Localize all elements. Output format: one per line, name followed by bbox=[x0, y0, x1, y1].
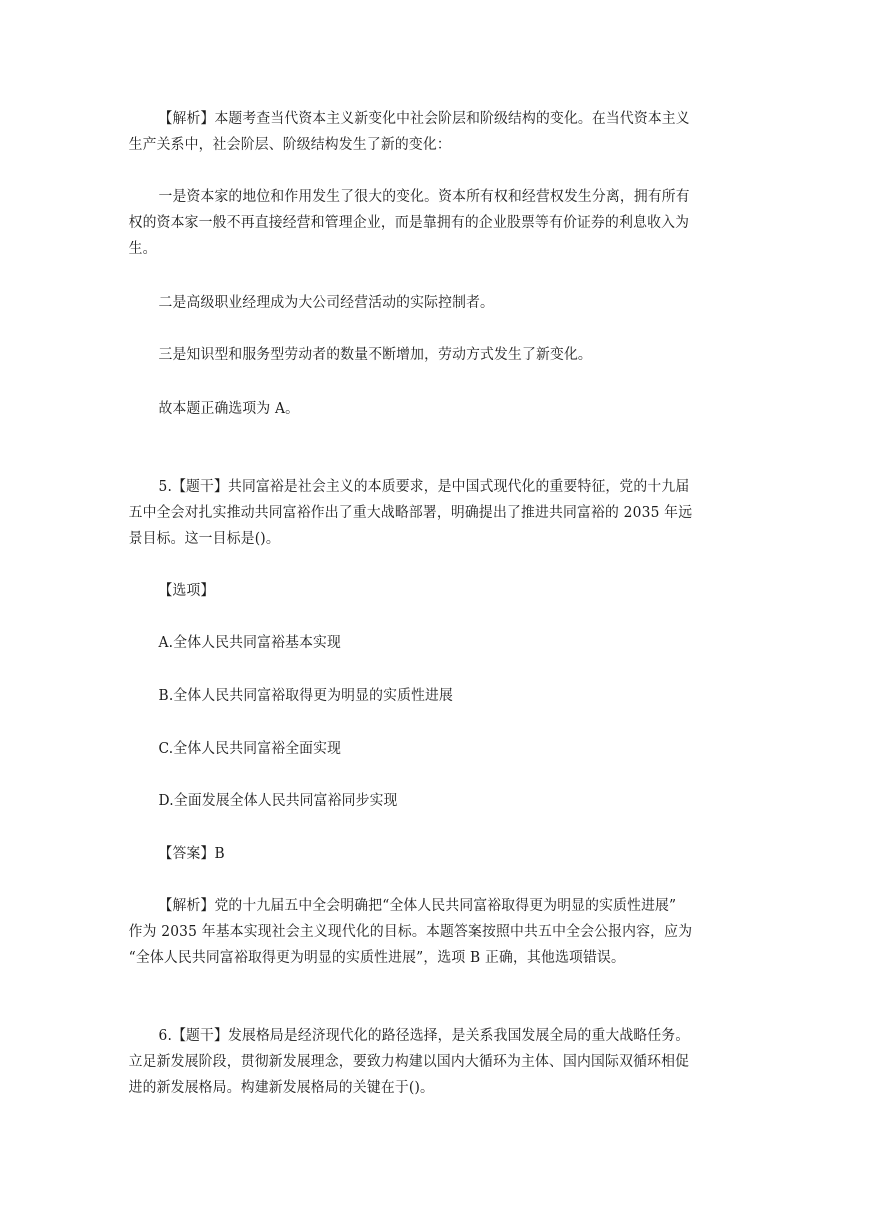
text-line: 一是资本家的地位和作用发生了很大的变化。资本所有权和经营权发生分离，拥有所有 bbox=[158, 189, 690, 205]
analysis-paragraph-q5 bbox=[130, 893, 742, 971]
text-line: 权的资本家一般不再直接经营和管理企业，而是靠拥有的企业股票等有价证券的利息收入为 bbox=[128, 215, 690, 231]
text-line: A.全体人民共同富裕基本实现 bbox=[158, 635, 342, 651]
text-line: 生产关系中，社会阶层、阶级结构发生了新的变化： bbox=[128, 137, 451, 153]
option-d bbox=[130, 788, 742, 814]
text-line: 五中全会对扎实推动共同富裕作出了重大战略部署，明确提出了推进共同富裕的 2035 年远 bbox=[128, 505, 693, 521]
question-6-stem bbox=[130, 1023, 742, 1101]
option-a bbox=[130, 630, 742, 656]
text-line: 故本题正确选项为 A。 bbox=[158, 401, 300, 417]
text-line: 进的新发展格局。构建新发展格局的关键在于()。 bbox=[128, 1080, 435, 1096]
text-line: 5.【题干】共同富裕是社会主义的本质要求，是中国式现代化的重要特征，党的十九届 bbox=[158, 479, 690, 495]
text-line: D.全面发展全体人民共同富裕同步实现 bbox=[158, 793, 398, 809]
text-line: “全体人民共同富裕取得更为明显的实质性进展”，选项 B 正确，其他选项错误。 bbox=[128, 950, 626, 966]
conclusion-paragraph-q4 bbox=[130, 396, 742, 422]
text-line: 生。 bbox=[128, 241, 157, 257]
text-line: 立足新发展阶段，贯彻新发展理念，要致力构建以国内大循环为主体、国内国际双循环相促 bbox=[128, 1054, 690, 1070]
text-line: 三是知识型和服务型劳动者的数量不断增加，劳动方式发生了新变化。 bbox=[158, 347, 592, 363]
answer-q5 bbox=[130, 841, 742, 867]
question-5-stem bbox=[130, 474, 742, 552]
text-line: 二是高级职业经理成为大公司经营活动的实际控制者。 bbox=[158, 295, 495, 311]
text-line: 【解析】党的十九届五中全会明确把“全体人民共同富裕取得更为明显的实质性进展” bbox=[158, 898, 677, 914]
text-line: 景目标。这一目标是()。 bbox=[128, 531, 280, 547]
analysis-paragraph-q4 bbox=[130, 106, 742, 158]
text-line: B.全体人民共同富裕取得更为明显的实质性进展 bbox=[158, 688, 454, 704]
text-line: 【选项】 bbox=[158, 583, 215, 599]
text-line: 6.【题干】发展格局是经济现代化的路径选择，是关系我国发展全局的重大战略任务。 bbox=[158, 1028, 690, 1044]
text-line: 【解析】本题考查当代资本主义新变化中社会阶层和阶级结构的变化。在当代资本主义 bbox=[158, 111, 690, 127]
point-two-paragraph bbox=[130, 290, 742, 316]
text-line: 【答案】B bbox=[158, 846, 225, 862]
text-line: 作为 2035 年基本实现社会主义现代化的目标。本题答案按照中共五中全会公报内容，应为 bbox=[128, 924, 693, 940]
point-one-paragraph bbox=[130, 184, 742, 262]
option-c bbox=[130, 736, 742, 762]
option-b bbox=[130, 683, 742, 709]
options-header bbox=[130, 578, 742, 604]
text-line: C.全体人民共同富裕全面实现 bbox=[158, 741, 342, 757]
point-three-paragraph bbox=[130, 342, 742, 368]
